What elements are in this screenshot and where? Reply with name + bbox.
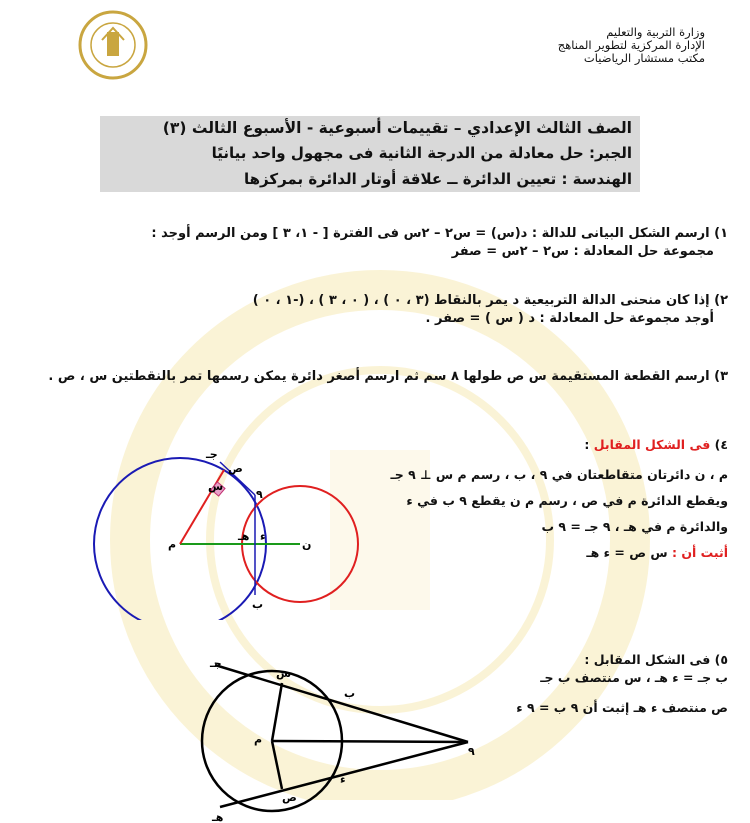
q5-label-alif: ٩ bbox=[468, 745, 475, 758]
q2-line-2: أوجد مجموعة حل المعادلة : د ( س ) = صفر . bbox=[425, 311, 714, 326]
question-3: ٣) ارسم القطعة المستقيمة س ص طولها ٨ سم ثم ارسم أصغر دائرة يمكن رسمها تمر بالنقطتين س ، ص . bbox=[48, 369, 728, 384]
ministry-line-1: وزارة التربية والتعليم bbox=[606, 25, 705, 39]
q5-label-ha: هـ bbox=[212, 811, 224, 823]
ministry-line-2: الإدارة المركزية لتطوير المناهج bbox=[557, 38, 705, 52]
q5-label-meem: م bbox=[254, 733, 263, 746]
q2-line-1: ٢) إذا كان منحنى الدالة التربيعية د يمر بالنقاط (٣ ، ٠ ) ، ( ٠ ، ٣ ) ، (-١ ، ٠ ) bbox=[252, 293, 728, 308]
title-line-2: الجبر: حل معادلة من الدرجة الثانية فى مجهول واحد بيانيًا bbox=[100, 140, 640, 166]
q1-line-1: ١) ارسم الشكل البيانى للدالة : د(س) = س٢ – ٢س فى الفترة [ - ١، ٣ ] ومن الرسم أوجد : bbox=[151, 226, 728, 241]
q5-label-jeem: جـ bbox=[210, 657, 222, 670]
q4-line-2: ويقطع الدائرة م في ص ، رسم م ن يقطع ٩ ب في ء bbox=[406, 493, 728, 508]
q5-label-hamza: ء bbox=[340, 773, 346, 786]
title-line-3: الهندسة : تعيين الدائرة ــ علاقة أوتار الدائرة بمركزها bbox=[100, 166, 640, 192]
q1-line-2: مجموعة حل المعادلة : س٢ – ٢س = صفر bbox=[451, 244, 714, 259]
segment-m-seen bbox=[272, 683, 282, 741]
question-4 bbox=[368, 437, 728, 561]
q5-label-seen: س bbox=[276, 667, 292, 680]
ministry-header bbox=[558, 26, 705, 65]
q4-prove-label: أثبت أن : bbox=[672, 545, 728, 560]
q4-number: ٤) bbox=[714, 437, 728, 452]
q4-line-3: والدائرة م في هـ ، ٩ جـ = ٩ ب bbox=[541, 519, 728, 534]
label-ba: ب bbox=[252, 598, 264, 611]
q4-figure bbox=[90, 440, 380, 620]
ministry-line-3: مكتب مستشار الرياضيات bbox=[583, 51, 705, 65]
q5-line-2: ب جـ = ء هـ ، س منتصف ب جـ bbox=[540, 670, 728, 685]
q5-line-3: ص منتصف ء هـ إثبت أن ٩ ب = ٩ ء bbox=[516, 700, 728, 715]
label-alif: ٩ bbox=[256, 488, 263, 501]
q4-line-1: م ، ن دائرتان متقاطعتان في ٩ ، ب ، رسم م س ⊥ ٩ جـ bbox=[390, 467, 728, 482]
segment-m-sad bbox=[272, 741, 282, 789]
q4-colon: : bbox=[584, 437, 590, 452]
ministry-logo bbox=[78, 10, 148, 80]
q4-prove-text: س ص = ء هـ bbox=[586, 545, 668, 560]
question-1 bbox=[48, 225, 728, 261]
question-2 bbox=[28, 292, 728, 328]
q5-figure bbox=[190, 655, 480, 823]
q5-label-sad: ص bbox=[282, 791, 297, 804]
label-ha: هـ bbox=[238, 530, 250, 543]
label-hamza: ء bbox=[260, 530, 266, 543]
label-sad: ص bbox=[228, 462, 243, 475]
q5-line-1: ٥) فى الشكل المقابل : bbox=[584, 652, 728, 667]
q5-label-ba: ب bbox=[344, 687, 356, 700]
label-seen: س bbox=[208, 480, 224, 493]
label-noon: ن bbox=[302, 538, 312, 551]
label-meem: م bbox=[168, 538, 177, 551]
q4-heading: فى الشكل المقابل bbox=[593, 437, 711, 452]
title-line-1: الصف الثالث الإعدادي – تقييمات أسبوعية - الأسبوع الثالث (٣) bbox=[100, 116, 640, 140]
segment-m-alif bbox=[272, 741, 468, 742]
label-jeem: جـ bbox=[206, 448, 218, 461]
